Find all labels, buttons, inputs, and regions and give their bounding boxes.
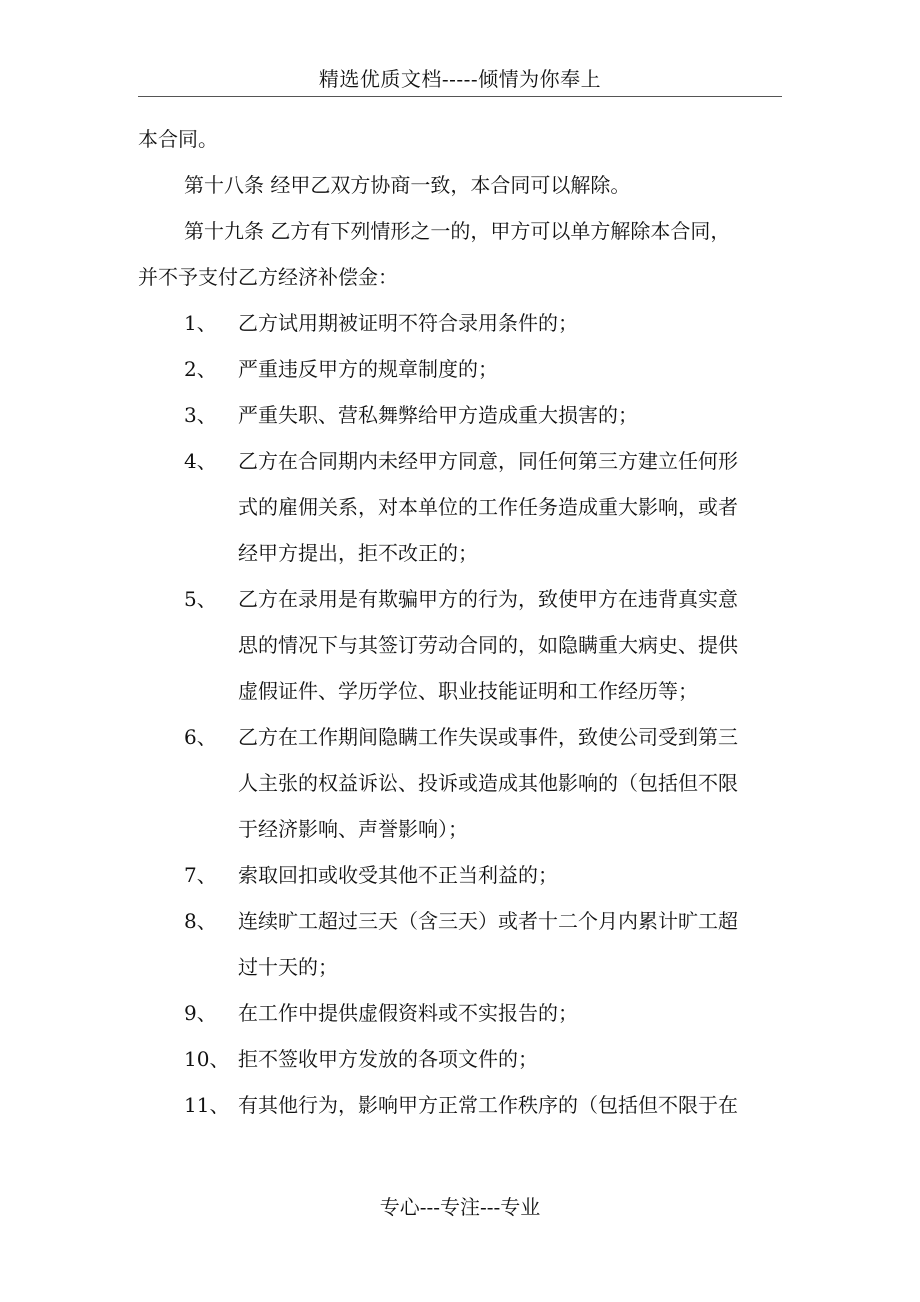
list-item-line: 于经济影响、声誉影响）； — [238, 817, 468, 841]
list-item — [138, 438, 782, 576]
list-item — [138, 1036, 782, 1082]
list-item-number: 11、 — [184, 1093, 230, 1117]
list-item-number: 8、 — [184, 909, 217, 933]
list-item-text — [238, 346, 782, 392]
page-footer: 专心---专注---专业 — [379, 1195, 541, 1219]
list-item — [138, 852, 782, 898]
list-item-text — [238, 714, 782, 852]
list-item — [138, 576, 782, 714]
list-item-line: 乙方试用期被证明不符合录用条件的； — [238, 311, 578, 335]
article-19-line-1: 第十九条 乙方有下列情形之一的，甲方可以单方解除本合同， — [184, 219, 731, 243]
document-body — [138, 116, 782, 1128]
list-item-number: 10、 — [184, 1047, 230, 1071]
list-item-line: 乙方在工作期间隐瞒工作失误或事件，致使公司受到第三 — [238, 725, 738, 749]
list-item-text — [238, 898, 782, 990]
list-item-number: 6、 — [184, 725, 217, 749]
list-item-line: 严重违反甲方的规章制度的； — [238, 357, 498, 381]
list-item-line: 乙方在录用是有欺骗甲方的行为，致使甲方在违背真实意 — [238, 587, 738, 611]
list-item — [138, 1082, 782, 1128]
paragraph-continuation: 本合同。 — [138, 127, 218, 151]
list-item-text — [238, 576, 782, 714]
list-item — [138, 898, 782, 990]
list-item — [138, 346, 782, 392]
list-item-text — [238, 1036, 782, 1082]
list-item-number: 4、 — [184, 449, 217, 473]
article-18: 第十八条 经甲乙双方协商一致，本合同可以解除。 — [184, 173, 631, 197]
list-item-number: 3、 — [184, 403, 217, 427]
list-item-line: 在工作中提供虚假资料或不实报告的； — [238, 1001, 578, 1025]
list-item-text — [238, 438, 782, 576]
list-item-line: 经甲方提出，拒不改正的； — [238, 541, 478, 565]
list-item-number: 7、 — [184, 863, 217, 887]
list-item-line: 人主张的权益诉讼、投诉或造成其他影响的（包括但不限 — [238, 771, 738, 795]
page-header: 精选优质文档-----倾情为你奉上 — [138, 62, 782, 97]
list-item-line: 严重失职、营私舞弊给甲方造成重大损害的； — [238, 403, 638, 427]
list-item — [138, 990, 782, 1036]
list-item — [138, 714, 782, 852]
list-item-line: 连续旷工超过三天（含三天）或者十二个月内累计旷工超 — [238, 909, 738, 933]
list-item-text — [238, 392, 782, 438]
list-item-line: 乙方在合同期内未经甲方同意，同任何第三方建立任何形 — [238, 449, 738, 473]
list-item-line: 拒不签收甲方发放的各项文件的； — [238, 1047, 538, 1071]
list-item-line: 过十天的； — [238, 955, 338, 979]
list-item-number: 9、 — [184, 1001, 217, 1025]
list-item-line: 思的情况下与其签订劳动合同的，如隐瞒重大病史、提供 — [238, 633, 738, 657]
list-item-text — [238, 1082, 782, 1128]
list-item-text — [238, 300, 782, 346]
list-item-number: 5、 — [184, 587, 217, 611]
list-item-line: 索取回扣或收受其他不正当利益的； — [238, 863, 558, 887]
list-item-text — [238, 990, 782, 1036]
list-item-line: 虚假证件、学历学位、职业技能证明和工作经历等； — [238, 679, 698, 703]
list-item-line: 式的雇佣关系，对本单位的工作任务造成重大影响，或者 — [238, 495, 738, 519]
list-item-line: 有其他行为，影响甲方正常工作秩序的（包括但不限于在 — [238, 1093, 738, 1117]
list-item — [138, 300, 782, 346]
list-item — [138, 392, 782, 438]
list-item-text — [238, 852, 782, 898]
article-19-line-2: 并不予支付乙方经济补偿金： — [138, 265, 398, 289]
list-item-number: 2、 — [184, 357, 217, 381]
list-item-number: 1、 — [184, 311, 217, 335]
